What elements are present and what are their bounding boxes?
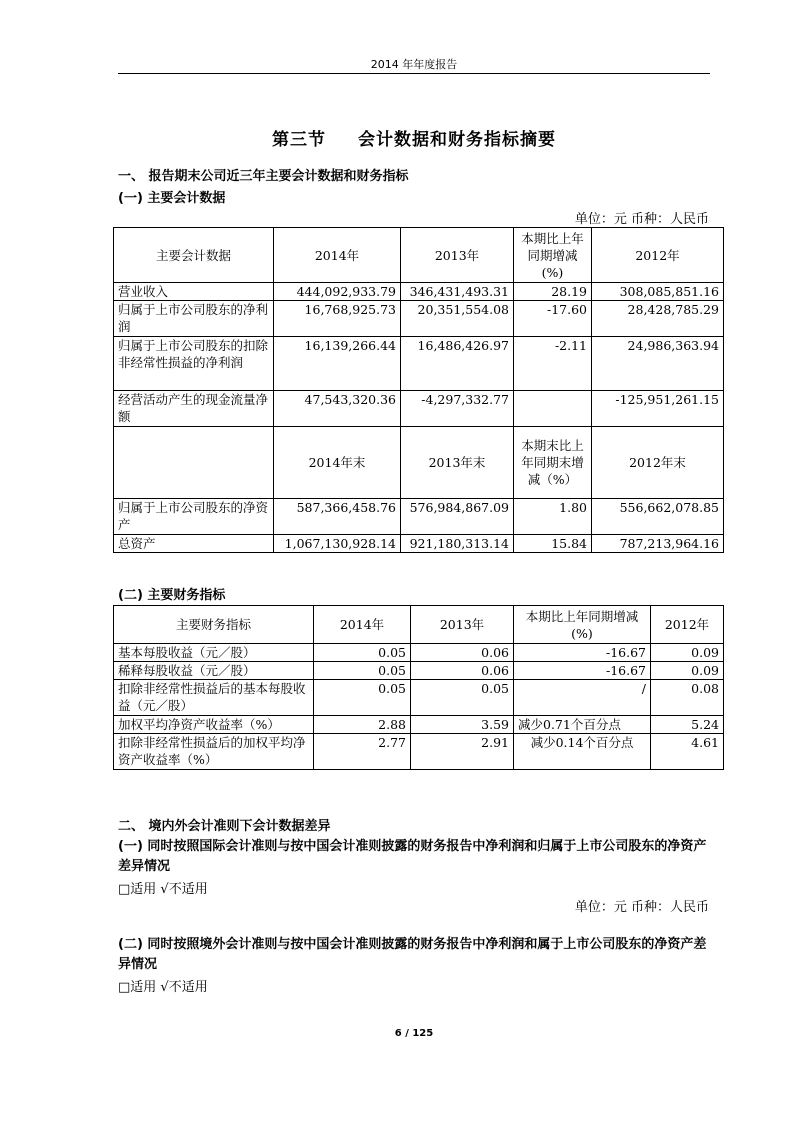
header-cell: 本期末比上年同期末增减（%） [514,427,592,499]
cell: 47,543,320.36 [274,391,401,427]
cell: 587,366,458.76 [274,499,401,535]
table-row [114,734,724,770]
cell: 0.06 [411,644,514,662]
header-cell: 2012年 [651,606,724,644]
unit-label: 单位：元 币种：人民币 [574,212,709,227]
cell: -17.60 [514,301,592,337]
cell: 2.88 [314,716,411,734]
cell: 556,662,078.85 [592,499,724,535]
cell: 4.61 [651,734,724,770]
cell: 444,092,933.79 [274,283,401,301]
table-row [114,283,724,301]
row-label: 营业收入 [114,283,274,301]
cell: 0.05 [314,644,411,662]
cell: 16,486,426.97 [401,337,514,391]
part1-sub2: (二) 主要财务指标 [118,588,226,603]
main-accounting-data-table [113,227,724,553]
header-cell: 本期比上年同期增减(%) [514,606,651,644]
header-cell: 主要会计数据 [114,228,274,283]
applicability-options-1: □适用 √不适用 [118,882,208,897]
cell: -2.11 [514,337,592,391]
row-label: 归属于上市公司股东的净资产 [114,499,274,535]
cell: 576,984,867.09 [401,499,514,535]
table-row [114,535,724,553]
cell: 0.08 [651,680,724,716]
row-label: 总资产 [114,535,274,553]
cell: 0.05 [314,680,411,716]
page-number: 6 / 125 [394,1028,434,1039]
header-cell: 2013年 [401,228,514,283]
cell: 921,180,313.14 [401,535,514,553]
cell: 0.09 [651,662,724,680]
table-row [114,391,724,427]
section-number: 第三节 [272,130,326,150]
cell: / [514,680,651,716]
cell: 3.59 [411,716,514,734]
table-header-row [114,427,724,499]
header-cell: 2014年 [274,228,401,283]
cell: 20,351,554.08 [401,301,514,337]
table-row [114,644,724,662]
table-header-row [114,228,724,283]
row-label: 加权平均净资产收益率（%） [114,716,314,734]
part2-sub2: (二) 同时按照境外会计准则与按中国会计准则披露的财务报告中净利润和属于上市公司股东的净资产差异情况 [118,937,707,972]
header-cell: 2012年 [592,228,724,283]
section-name: 会计数据和财务指标摘要 [358,130,556,150]
cell: 0.06 [411,662,514,680]
cell: -16.67 [514,644,651,662]
cell: 16,768,925.73 [274,301,401,337]
applicability-options-2: □适用 √不适用 [118,980,208,995]
cell: 28,428,785.29 [592,301,724,337]
part2-sub1: (一) 同时按照国际会计准则与按中国会计准则披露的财务报告中净利润和归属于上市公司股东的净资产差异情况 [118,839,707,874]
row-label: 扣除非经常性损益后的加权平均净资产收益率（%） [114,734,314,770]
cell: -16.67 [514,662,651,680]
cell: 24,986,363.94 [592,337,724,391]
cell: 308,085,851.16 [592,283,724,301]
cell: 0.05 [411,680,514,716]
header-cell: 2014年 [314,606,411,644]
row-label: 归属于上市公司股东的净利润 [114,301,274,337]
cell: 0.05 [314,662,411,680]
cell [514,391,592,427]
part1-sub1: (一) 主要会计数据 [118,191,226,206]
row-label: 基本每股收益（元／股） [114,644,314,662]
header-cell: 2012年末 [592,427,724,499]
cell: 28.19 [514,283,592,301]
part1-heading: 一、 报告期末公司近三年主要会计数据和财务指标 [118,169,409,184]
table-row [114,337,724,391]
cell: 1,067,130,928.14 [274,535,401,553]
header-cell [114,427,274,499]
header-cell: 本期比上年同期增减(%) [514,228,592,283]
cell: 1.80 [514,499,592,535]
unit-label-2: 单位：元 币种：人民币 [574,900,709,915]
cell: 346,431,493.31 [401,283,514,301]
header-cell: 2013年末 [401,427,514,499]
page-header: 2014 年年度报告 [370,58,458,71]
cell: 16,139,266.44 [274,337,401,391]
cell: -4,297,332.77 [401,391,514,427]
header-cell: 主要财务指标 [114,606,314,644]
table-row [114,301,724,337]
cell: 787,213,964.16 [592,535,724,553]
row-label: 归属于上市公司股东的扣除非经常性损益的净利润 [114,337,274,391]
cell: -125,951,261.15 [592,391,724,427]
cell: 2.91 [411,734,514,770]
table-row [114,680,724,716]
cell: 减少0.71个百分点 [514,716,651,734]
cell: 15.84 [514,535,592,553]
cell: 减少0.14个百分点 [514,734,651,770]
header-cell: 2013年 [411,606,514,644]
cell: 2.77 [314,734,411,770]
header-cell: 2014年末 [274,427,401,499]
header-divider [118,73,710,74]
table-row [114,662,724,680]
table-row [114,716,724,734]
table-header-row [114,606,724,644]
row-label: 稀释每股收益（元／股） [114,662,314,680]
part2-heading: 二、 境内外会计准则下会计数据差异 [118,819,331,834]
table-row [114,499,724,535]
row-label: 扣除非经常性损益后的基本每股收益（元／股） [114,680,314,716]
row-label: 经营活动产生的现金流量净额 [114,391,274,427]
cell: 0.09 [651,644,724,662]
section-title [118,125,710,150]
cell: 5.24 [651,716,724,734]
main-financial-indicators-table [113,605,724,770]
